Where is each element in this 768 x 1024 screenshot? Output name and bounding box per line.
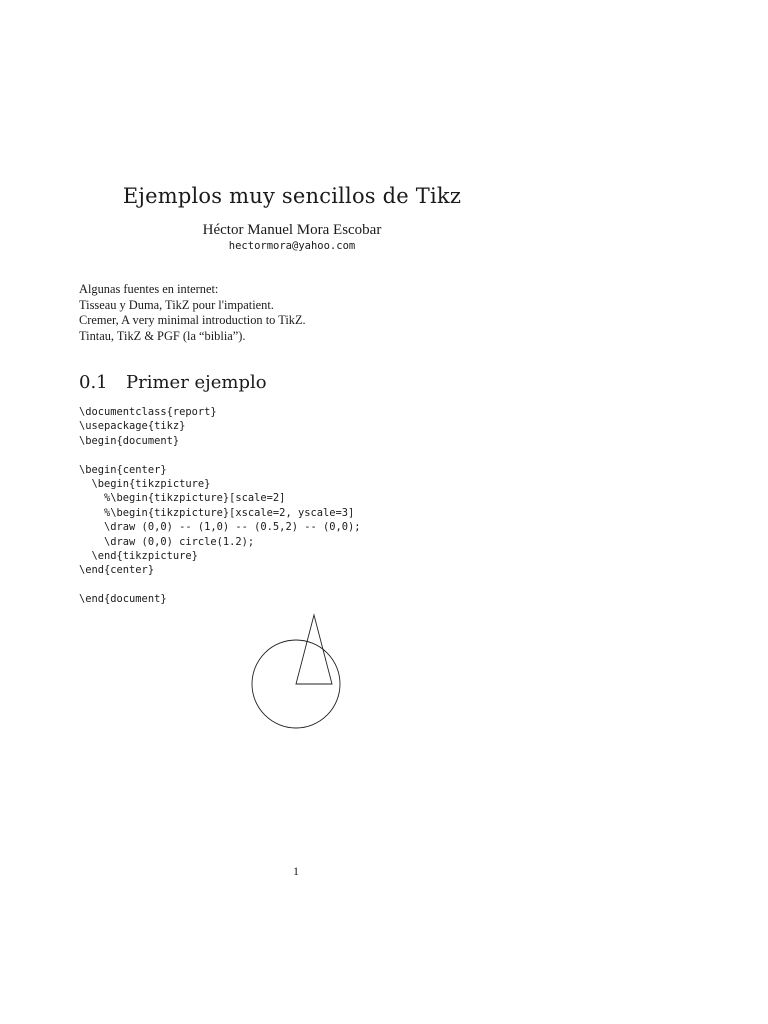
code-line: \documentclass{report}	[79, 406, 217, 418]
code-line: \begin{document}	[79, 434, 180, 447]
code-line: \end{document}	[79, 593, 167, 606]
source-item: Cremer, A very minimal introduction to TikZ.	[79, 313, 306, 327]
code-listing	[79, 405, 361, 606]
tikz-figure	[240, 605, 360, 735]
figure-triangle	[296, 615, 332, 684]
code-line	[79, 578, 361, 592]
document-title: Ejemplos muy sencillos de Tikz	[122, 184, 462, 208]
code-line: \draw (0,0) -- (1,0) -- (0.5,2) -- (0,0);	[79, 521, 361, 534]
sources-intro: Algunas fuentes en internet:	[79, 282, 219, 296]
section-title: Primer ejemplo	[126, 372, 267, 393]
author-email: hectormora@yahoo.com	[228, 240, 356, 252]
code-line: \usepackage{tikz}	[79, 420, 186, 433]
page-number: 1	[293, 864, 299, 878]
section-heading	[79, 372, 267, 393]
sources-list	[79, 282, 306, 344]
code-line: %\begin{tikzpicture}[xscale=2, yscale=3]	[79, 506, 355, 519]
code-line	[79, 448, 361, 462]
document-author: Héctor Manuel Mora Escobar	[202, 222, 382, 238]
code-line: \draw (0,0) circle(1.2);	[79, 535, 255, 548]
code-line: %\begin{tikzpicture}[scale=2]	[79, 492, 286, 505]
section-number: 0.1	[79, 372, 108, 393]
code-line: \end{tikzpicture}	[79, 549, 198, 562]
code-line: \begin{center}	[79, 463, 167, 476]
source-item: Tintau, TikZ & PGF (la “biblia”).	[79, 328, 246, 343]
code-line: \end{center}	[79, 564, 155, 577]
source-item: Tisseau y Duma, TikZ pour l'impatient.	[79, 297, 274, 312]
code-line: \begin{tikzpicture}	[79, 477, 211, 490]
